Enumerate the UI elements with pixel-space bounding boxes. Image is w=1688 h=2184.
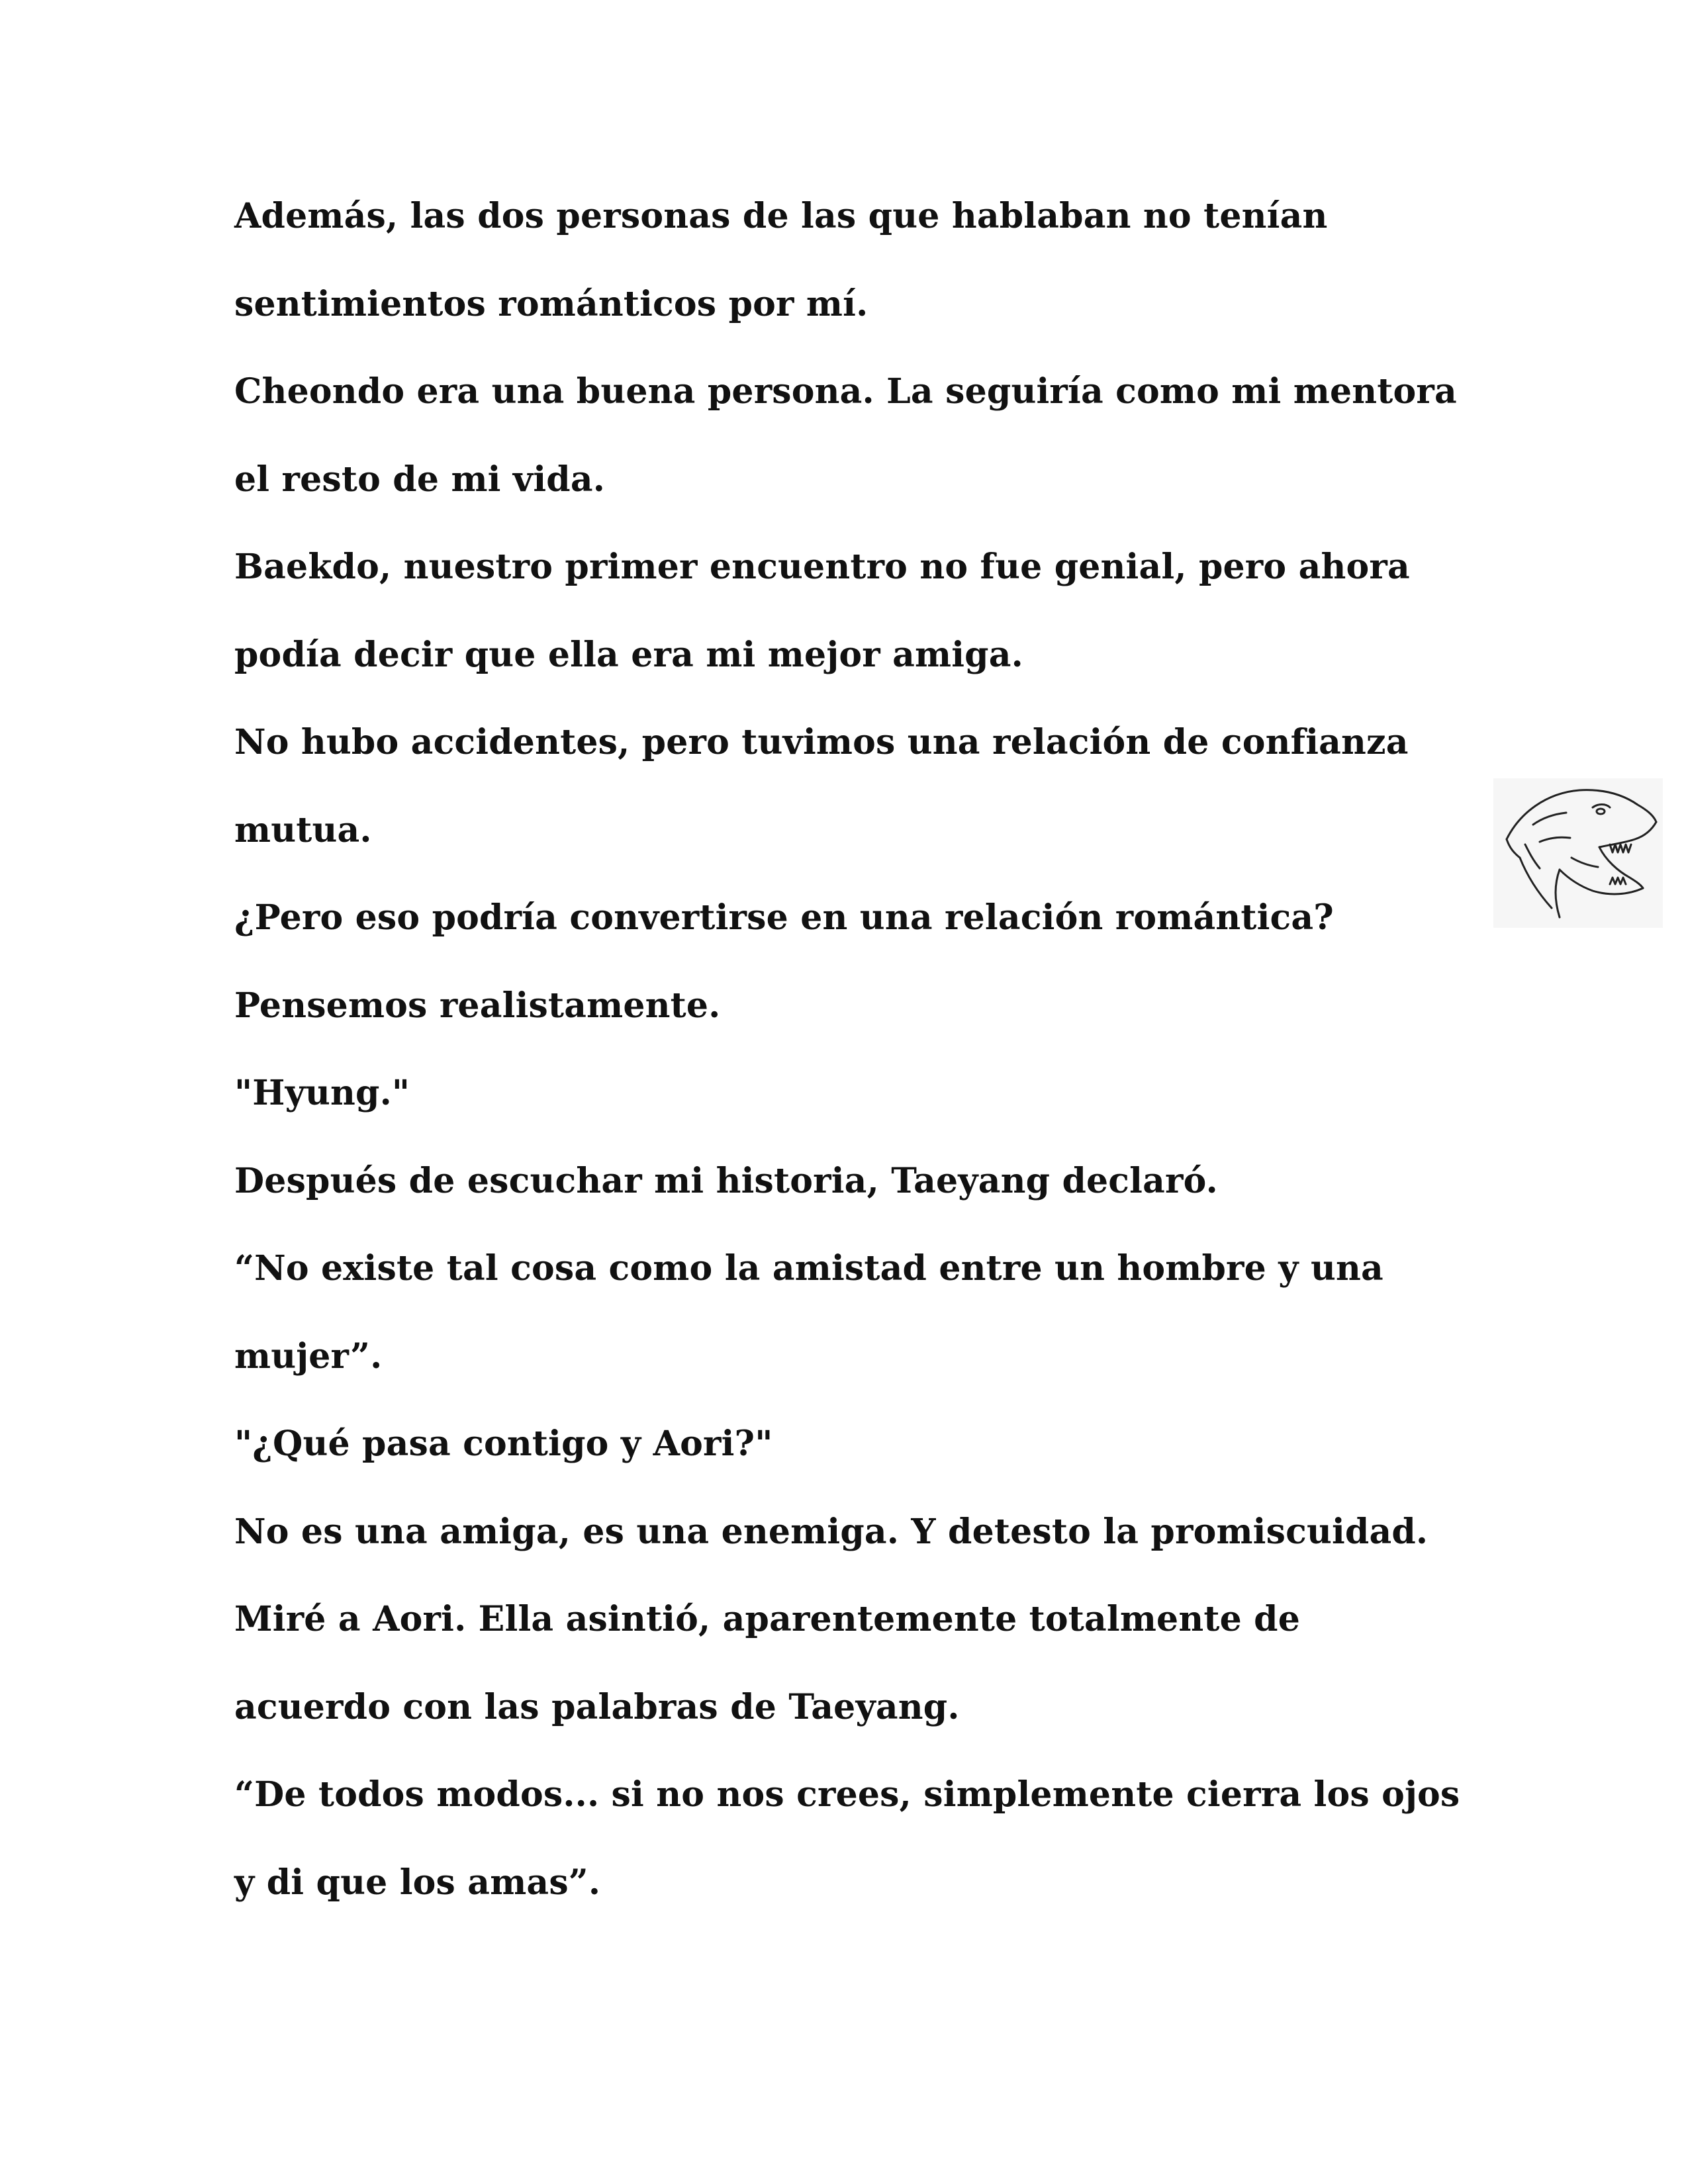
text-line: mujer”. [234,1336,383,1377]
text-line: Miré a Aori. Ella asintió, aparentemente totalmente de [234,1599,1301,1639]
text-line: Pensemos realistamente. [234,985,721,1026]
text-line: Además, las dos personas de las que hablaban no tenían [234,196,1328,236]
text-line: Cheondo era una buena persona. La seguiría como mi mentora [234,371,1457,412]
text-line: sentimientos románticos por mí. [234,284,868,324]
text-line: No es una amiga, es una enemiga. Y detesto la promiscuidad. [234,1512,1429,1552]
text-line: y di que los amas”. [234,1862,601,1903]
text-line: podía decir que ella era mi mejor amiga. [234,635,1023,675]
text-line: No hubo accidentes, pero tuvimos una relación de confianza [234,722,1409,762]
text-line: Baekdo, nuestro primer encuentro no fue genial, pero ahora [234,547,1410,587]
dinosaur-head-sketch-icon [1493,778,1663,928]
text-line: "¿Qué pasa contigo y Aori?" [234,1424,773,1464]
text-line: “De todos modos... si no nos crees, simplemente cierra los ojos [234,1774,1460,1815]
text-line: “No existe tal cosa como la amistad entre un hombre y una [234,1248,1383,1289]
text-line: "Hyung." [234,1073,410,1113]
text-line: Después de escuchar mi historia, Taeyang declaró. [234,1161,1218,1201]
text-line: acuerdo con las palabras de Taeyang. [234,1687,960,1727]
text-line: mutua. [234,810,372,850]
text-line: ¿Pero eso podría convertirse en una relación romántica? [234,897,1334,938]
text-line: el resto de mi vida. [234,459,606,500]
